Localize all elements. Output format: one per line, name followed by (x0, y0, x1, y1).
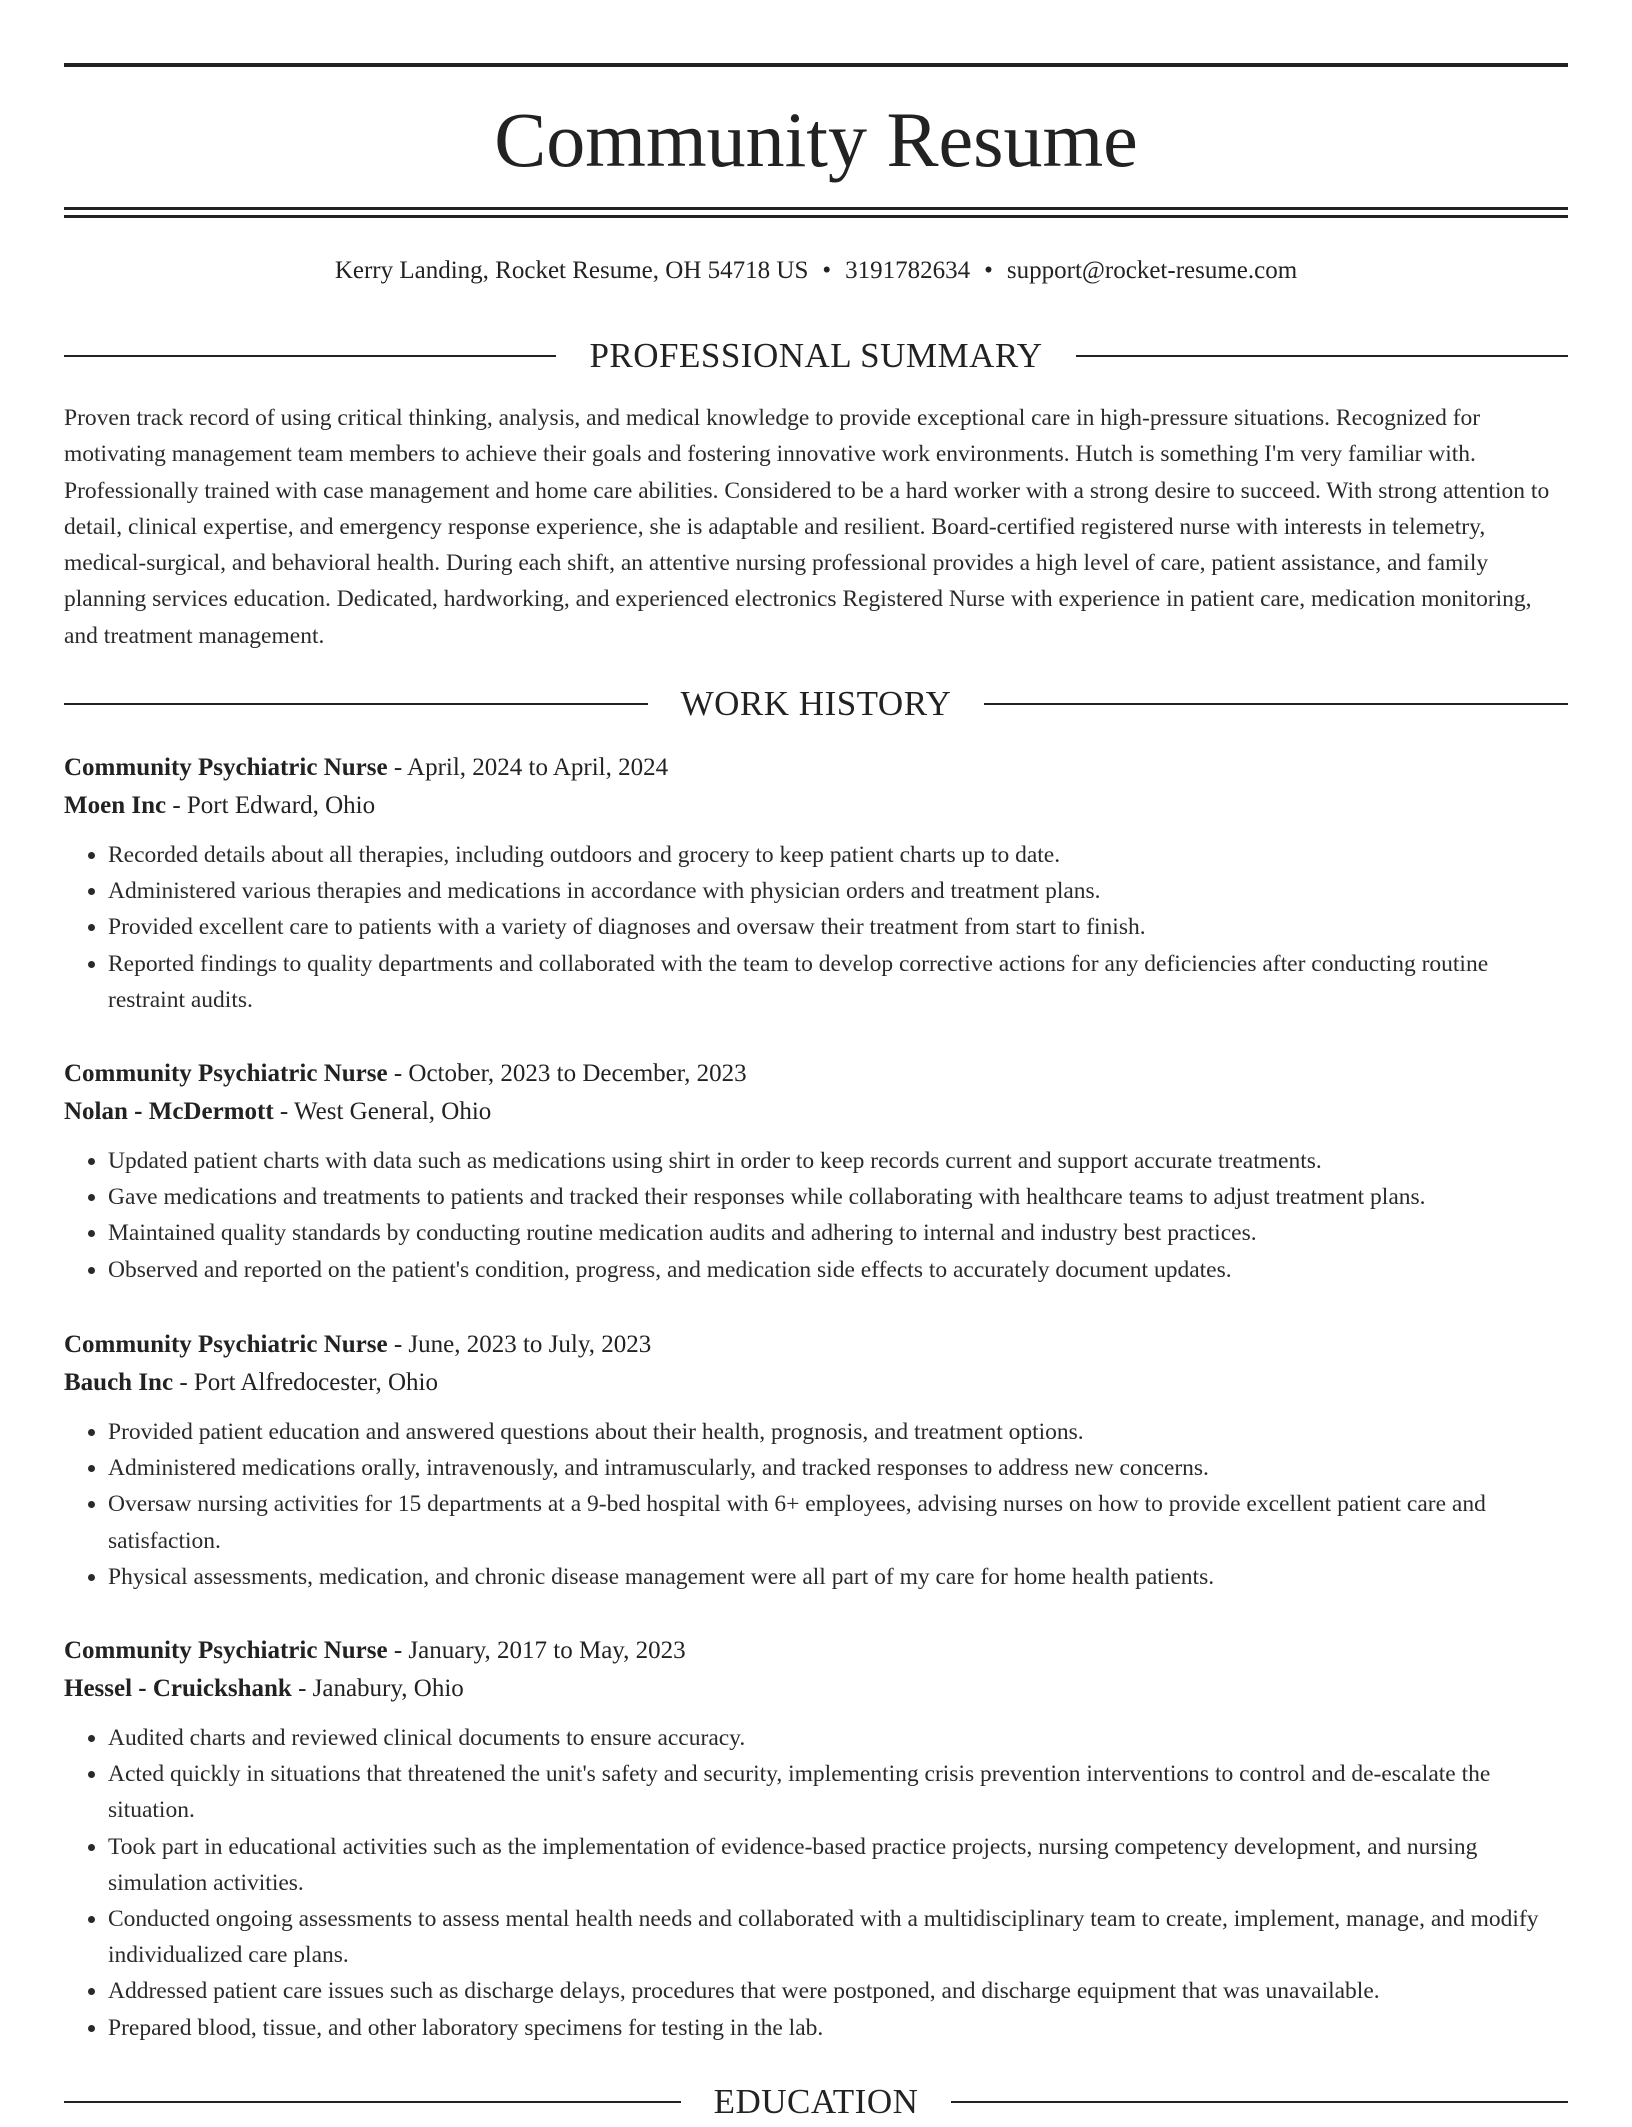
job-bullet: • Maintained quality standards by conducting routine medication audits and adhering to internal and industry best practices. (108, 1215, 1568, 1251)
job-company: Moen Inc (64, 792, 167, 819)
heading-rule (1076, 355, 1568, 357)
job-bullet: • Prepared blood, tissue, and other laboratory specimens for testing in the lab. (108, 2010, 1568, 2046)
heading-rule (64, 355, 556, 357)
job-company: Bauch Inc (64, 1369, 174, 1396)
job-bullet: • Physical assessments, medication, and chronic disease management were all part of my care for home health patients. (108, 1559, 1568, 1595)
section-heading-work-history (64, 679, 1568, 729)
contact-address: Kerry Landing, Rocket Resume, OH 54718 US (334, 257, 809, 284)
job-title-line (64, 1632, 1568, 1670)
job-dates: - June, 2023 to July, 2023 (387, 1331, 652, 1358)
job-bullet: • Administered various therapies and medications in accordance with physician orders and treatment plans. (108, 873, 1568, 909)
job-bullet: • Reported findings to quality departments and collaborated with the team to develop corrective actions for any deficiencies after conducting routine restraint audits. (108, 946, 1568, 1018)
job-bullets (64, 1414, 1568, 1595)
job-dates: - April, 2024 to April, 2024 (387, 754, 669, 781)
job-bullet: • Oversaw nursing activities for 15 departments at a 9-bed hospital with 6+ employees, advising nurses on how to provide excellent patient care and satisfaction. (108, 1486, 1568, 1558)
resume-title: Community Resume (494, 96, 1138, 183)
job-title: Community Psychiatric Nurse (64, 754, 388, 781)
job-location: - West General, Ohio (273, 1098, 492, 1125)
heading-rule (64, 2101, 681, 2103)
job-title: Community Psychiatric Nurse (64, 1637, 388, 1664)
job-entry (64, 1326, 1568, 1595)
section-label: PROFESSIONAL SUMMARY (589, 336, 1043, 375)
job-dates: - January, 2017 to May, 2023 (387, 1637, 686, 1664)
job-bullet: • Observed and reported on the patient's condition, progress, and medication side effects to accurately document updates. (108, 1252, 1568, 1288)
job-title-line (64, 749, 1568, 787)
job-entry (64, 1632, 1568, 2046)
contact-separator: • (822, 257, 832, 284)
job-bullet: • Updated patient charts with data such as medications using shirt in order to keep records current and support accurate treatments. (108, 1143, 1568, 1179)
section-label: WORK HISTORY (680, 684, 952, 723)
professional-summary-text: Proven track record of using critical thinking, analysis, and medical knowledge to provide exceptional care in high-pressure situations. Recognized for motivating management team members to achieve their goals and fostering innovative work environments. Hutch is something I'm very familiar with. Professionally trained with case management and home care abilities. Considered to be a hard worker with a strong desire to succeed. With strong attention to detail, clinical expertise, and emergency response experience, she is adaptable and resilient. Board-certified registered nurse with interests in telemetry, medical-surgical, and behavioral health. During each shift, an attentive nursing professional provides a high level of care, patient assistance, and family planning services education. Dedicated, hardworking, and experienced electronics Registered Nurse with experience in patient care, medication monitoring, and treatment management. (64, 405, 1550, 649)
job-title-line (64, 1055, 1568, 1093)
job-bullet: • Provided patient education and answered questions about their health, prognosis, and treatment options. (108, 1414, 1568, 1450)
job-bullets (64, 1143, 1568, 1288)
job-company: Nolan - McDermott (64, 1098, 274, 1125)
job-company-line (64, 1364, 1568, 1402)
top-rule (64, 63, 1568, 67)
job-bullet: • Administered medications orally, intravenously, and intramuscularly, and tracked responses to address new concerns. (108, 1450, 1568, 1486)
heading-rule (984, 703, 1568, 705)
title-rule-upper (64, 207, 1568, 210)
job-bullet: • Took part in educational activities such as the implementation of evidence-based practice projects, nursing competency development, and nursing simulation activities. (108, 1829, 1568, 1901)
job-bullet: • Provided excellent care to patients with a variety of diagnoses and oversaw their treatment from start to finish. (108, 909, 1568, 945)
section-heading-summary (64, 331, 1568, 381)
section-heading-education (64, 2077, 1568, 2127)
job-company-line (64, 1093, 1568, 1131)
job-location: - Port Edward, Ohio (166, 792, 376, 819)
job-title-line (64, 1326, 1568, 1364)
job-bullet: • Audited charts and reviewed clinical documents to ensure accuracy. (108, 1720, 1568, 1756)
job-company-line (64, 787, 1568, 825)
section-label: EDUCATION (713, 2082, 919, 2121)
job-dates: - October, 2023 to December, 2023 (387, 1060, 747, 1087)
contact-email: support@rocket-resume.com (1006, 257, 1298, 284)
job-bullets (64, 1720, 1568, 2046)
contact-line (64, 253, 1568, 289)
job-company-line (64, 1670, 1568, 1708)
heading-rule (64, 703, 648, 705)
job-bullets (64, 837, 1568, 1018)
job-location: - Janabury, Ohio (291, 1675, 464, 1702)
job-bullet: • Conducted ongoing assessments to assess mental health needs and collaborated with a multidisciplinary team to create, implement, manage, and modify individualized care plans. (108, 1901, 1568, 1973)
job-bullet: • Addressed patient care issues such as discharge delays, procedures that were postponed, and discharge equipment that was unavailable. (108, 1973, 1568, 2009)
job-bullet: • Gave medications and treatments to patients and tracked their responses while collaborating with healthcare teams to adjust treatment plans. (108, 1179, 1568, 1215)
contact-separator: • (984, 257, 993, 284)
job-title: Community Psychiatric Nurse (64, 1060, 388, 1087)
job-title: Community Psychiatric Nurse (64, 1331, 388, 1358)
job-entry (64, 1055, 1568, 1288)
job-company: Hessel - Cruickshank (64, 1675, 292, 1702)
job-location: - Port Alfredocester, Ohio (173, 1369, 438, 1396)
job-entry (64, 749, 1568, 1018)
contact-phone: 3191782634 (845, 257, 971, 284)
title-rule-lower (64, 215, 1568, 218)
job-bullet: • Acted quickly in situations that threatened the unit's safety and security, implementing crisis prevention interventions to control and de-escalate the situation. (108, 1756, 1568, 1828)
job-bullet: • Recorded details about all therapies, including outdoors and grocery to keep patient charts up to date. (108, 837, 1568, 873)
heading-rule (951, 2101, 1568, 2103)
